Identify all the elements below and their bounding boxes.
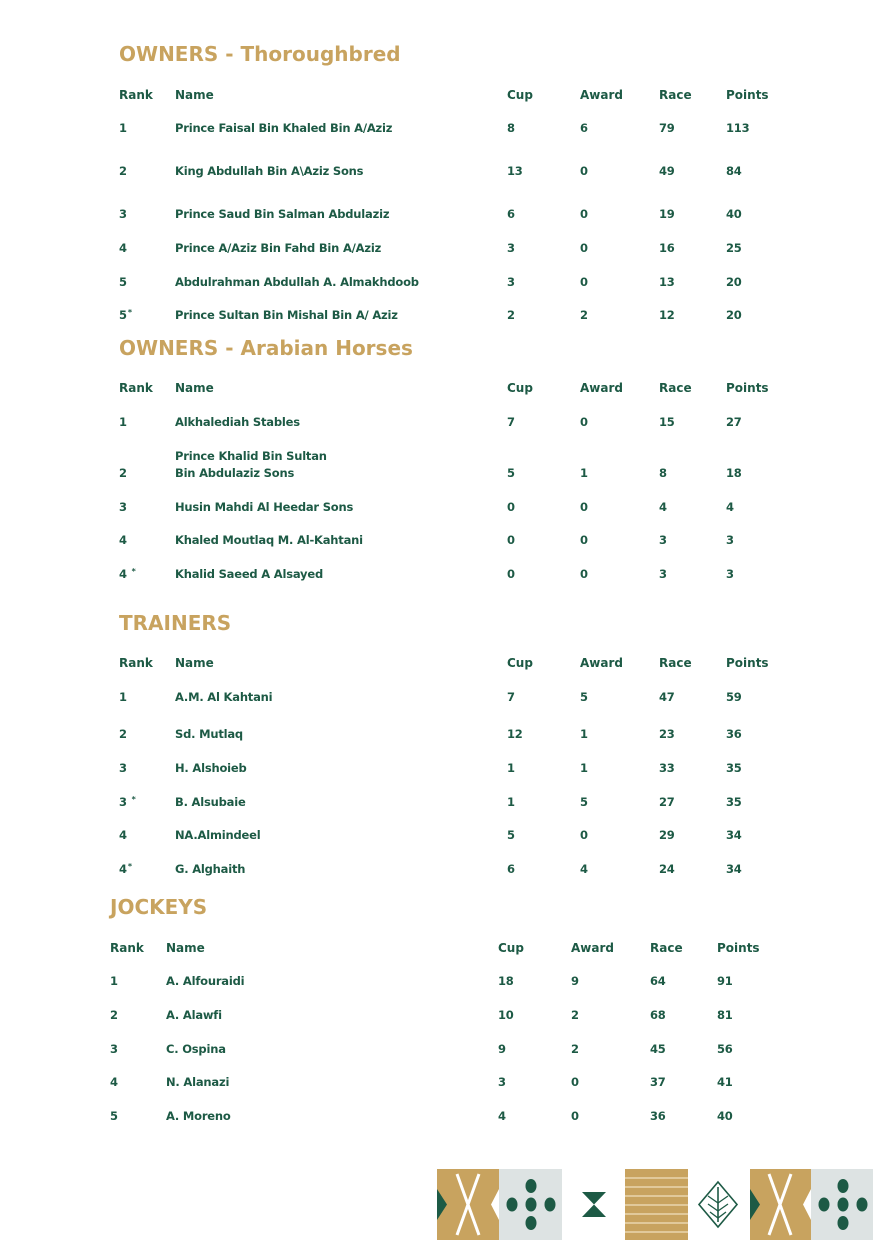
points: 36	[726, 727, 742, 741]
race: 24	[659, 862, 675, 876]
rank: 5	[110, 1109, 118, 1123]
tie-mark: *	[131, 795, 136, 804]
col-name: Name	[175, 381, 214, 395]
award: 5	[580, 795, 588, 809]
name: A.M. Al Kahtani	[175, 690, 273, 704]
rank: 2	[110, 1008, 118, 1022]
cup: 10	[498, 1008, 514, 1022]
name: A. Alfouraidi	[166, 974, 245, 988]
cup: 13	[507, 164, 523, 178]
race: 27	[659, 795, 675, 809]
arrow-diamond-tile-icon	[437, 1169, 499, 1240]
col-rank: Rank	[119, 88, 153, 102]
name: B. Alsubaie	[175, 795, 246, 809]
points: 113	[726, 121, 750, 135]
name: Alkhalediah Stables	[175, 415, 300, 429]
col-award: Award	[580, 381, 623, 395]
cup: 5	[507, 828, 515, 842]
name: Prince Saud Bin Salman Abdulaziz	[175, 207, 390, 221]
section-title: OWNERS - Thoroughbred	[119, 42, 401, 66]
name: Prince A/Aziz Bin Fahd Bin A/Aziz	[175, 241, 382, 255]
points: 35	[726, 761, 742, 775]
award: 0	[580, 828, 588, 842]
award: 9	[571, 974, 579, 988]
cup: 9	[498, 1042, 506, 1056]
rank: 1	[119, 121, 127, 135]
race: 37	[650, 1075, 666, 1089]
rank: 4	[110, 1075, 118, 1089]
name: NA.Almindeel	[175, 828, 261, 842]
rank: 5*	[119, 308, 132, 322]
rank: 4	[119, 828, 127, 842]
points: 18	[726, 466, 742, 480]
col-points: Points	[726, 656, 769, 670]
points: 40	[726, 207, 742, 221]
col-rank: Rank	[119, 381, 153, 395]
race: 12	[659, 308, 675, 322]
cup: 6	[507, 862, 515, 876]
points: 35	[726, 795, 742, 809]
race: 15	[659, 415, 675, 429]
award: 2	[571, 1042, 579, 1056]
name: N. Alanazi	[166, 1075, 230, 1089]
award: 1	[580, 727, 588, 741]
col-cup: Cup	[507, 656, 533, 670]
rank: 2	[119, 466, 127, 480]
points: 27	[726, 415, 742, 429]
race: 45	[650, 1042, 666, 1056]
palm-diamond-icon	[699, 1182, 737, 1227]
col-points: Points	[726, 88, 769, 102]
col-race: Race	[650, 941, 683, 955]
cup: 5	[507, 466, 515, 480]
award: 0	[580, 164, 588, 178]
rank: 4*	[119, 862, 132, 876]
rank: 1	[119, 415, 127, 429]
race: 64	[650, 974, 666, 988]
dot-cross-tile-icon	[499, 1169, 562, 1240]
tie-mark: *	[131, 567, 136, 576]
col-points: Points	[726, 381, 769, 395]
race: 33	[659, 761, 675, 775]
hourglass-icon	[582, 1192, 606, 1217]
cup: 4	[498, 1109, 506, 1123]
name: A. Moreno	[166, 1109, 231, 1123]
cup: 0	[507, 567, 515, 581]
rank: 3 *	[119, 795, 136, 809]
race: 23	[659, 727, 675, 741]
section-title: OWNERS - Arabian Horses	[119, 336, 413, 360]
arrow-diamond-tile-icon	[750, 1169, 811, 1240]
name: King Abdullah Bin A\Aziz Sons	[175, 164, 364, 178]
cup: 3	[498, 1075, 506, 1089]
points: 3	[726, 567, 734, 581]
col-rank: Rank	[119, 656, 153, 670]
name: H. Alshoieb	[175, 761, 247, 775]
rank: 4	[119, 241, 127, 255]
rank: 5	[119, 275, 127, 289]
race: 3	[659, 567, 667, 581]
award: 0	[580, 533, 588, 547]
cup: 12	[507, 727, 523, 741]
name: Prince Sultan Bin Mishal Bin A/ Aziz	[175, 308, 398, 322]
cup: 8	[507, 121, 515, 135]
col-race: Race	[659, 88, 692, 102]
award: 1	[580, 466, 588, 480]
name: C. Ospina	[166, 1042, 226, 1056]
points: 34	[726, 862, 742, 876]
cup: 3	[507, 241, 515, 255]
award: 2	[580, 308, 588, 322]
name: Prince Khalid Bin Sultan Bin Abdulaziz Sons	[175, 449, 327, 480]
col-cup: Cup	[507, 88, 533, 102]
col-cup: Cup	[498, 941, 524, 955]
cup: 1	[507, 761, 515, 775]
decorative-footer	[437, 1169, 873, 1240]
race: 36	[650, 1109, 666, 1123]
points: 56	[717, 1042, 733, 1056]
striped-tile-icon	[625, 1169, 688, 1240]
name: Sd. Mutlaq	[175, 727, 243, 741]
rank: 3	[110, 1042, 118, 1056]
dot-cross-tile-icon	[811, 1169, 873, 1240]
col-rank: Rank	[110, 941, 144, 955]
cup: 6	[507, 207, 515, 221]
tie-mark: *	[127, 862, 132, 871]
section-title: JOCKEYS	[110, 895, 208, 919]
award: 0	[580, 415, 588, 429]
cup: 18	[498, 974, 514, 988]
col-race: Race	[659, 656, 692, 670]
points: 4	[726, 500, 734, 514]
award: 6	[580, 121, 588, 135]
race: 19	[659, 207, 675, 221]
race: 16	[659, 241, 675, 255]
cup: 1	[507, 795, 515, 809]
cup: 7	[507, 415, 515, 429]
award: 4	[580, 862, 588, 876]
name: G. Alghaith	[175, 862, 246, 876]
race: 3	[659, 533, 667, 547]
points: 20	[726, 275, 742, 289]
award: 0	[580, 500, 588, 514]
rank: 3	[119, 207, 127, 221]
col-points: Points	[717, 941, 760, 955]
name: Husin Mahdi Al Heedar Sons	[175, 500, 354, 514]
points: 41	[717, 1075, 733, 1089]
col-cup: Cup	[507, 381, 533, 395]
rank: 1	[119, 690, 127, 704]
cup: 0	[507, 500, 515, 514]
rank: 1	[110, 974, 118, 988]
points: 20	[726, 308, 742, 322]
points: 91	[717, 974, 733, 988]
rank: 2	[119, 164, 127, 178]
award: 1	[580, 761, 588, 775]
award: 5	[580, 690, 588, 704]
award: 0	[580, 275, 588, 289]
name: Khalid Saeed A Alsayed	[175, 567, 323, 581]
race: 4	[659, 500, 667, 514]
section-title: TRAINERS	[119, 611, 232, 635]
points: 40	[717, 1109, 733, 1123]
points: 3	[726, 533, 734, 547]
points: 81	[717, 1008, 733, 1022]
rank: 4	[119, 533, 127, 547]
race: 8	[659, 466, 667, 480]
race: 13	[659, 275, 675, 289]
cup: 0	[507, 533, 515, 547]
rank: 3	[119, 761, 127, 775]
award: 0	[571, 1109, 579, 1123]
col-name: Name	[175, 656, 214, 670]
race: 29	[659, 828, 675, 842]
rank: 3	[119, 500, 127, 514]
award: 0	[580, 241, 588, 255]
name: Abdulrahman Abdullah A. Almakhdoob	[175, 275, 419, 289]
race: 47	[659, 690, 675, 704]
cup: 7	[507, 690, 515, 704]
col-award: Award	[571, 941, 614, 955]
points: 25	[726, 241, 742, 255]
race: 49	[659, 164, 675, 178]
cup: 3	[507, 275, 515, 289]
points: 84	[726, 164, 742, 178]
tie-mark: *	[127, 308, 132, 317]
points: 59	[726, 690, 742, 704]
rank: 2	[119, 727, 127, 741]
race: 68	[650, 1008, 666, 1022]
name: Khaled Moutlaq M. Al-Kahtani	[175, 533, 363, 547]
race: 79	[659, 121, 675, 135]
award: 0	[571, 1075, 579, 1089]
award: 0	[580, 567, 588, 581]
name: A. Alawfi	[166, 1008, 222, 1022]
col-race: Race	[659, 381, 692, 395]
points: 34	[726, 828, 742, 842]
award: 2	[571, 1008, 579, 1022]
col-award: Award	[580, 88, 623, 102]
col-name: Name	[175, 88, 214, 102]
rank: 4 *	[119, 567, 136, 581]
award: 0	[580, 207, 588, 221]
col-name: Name	[166, 941, 205, 955]
col-award: Award	[580, 656, 623, 670]
name: Prince Faisal Bin Khaled Bin A/Aziz	[175, 121, 393, 135]
cup: 2	[507, 308, 515, 322]
